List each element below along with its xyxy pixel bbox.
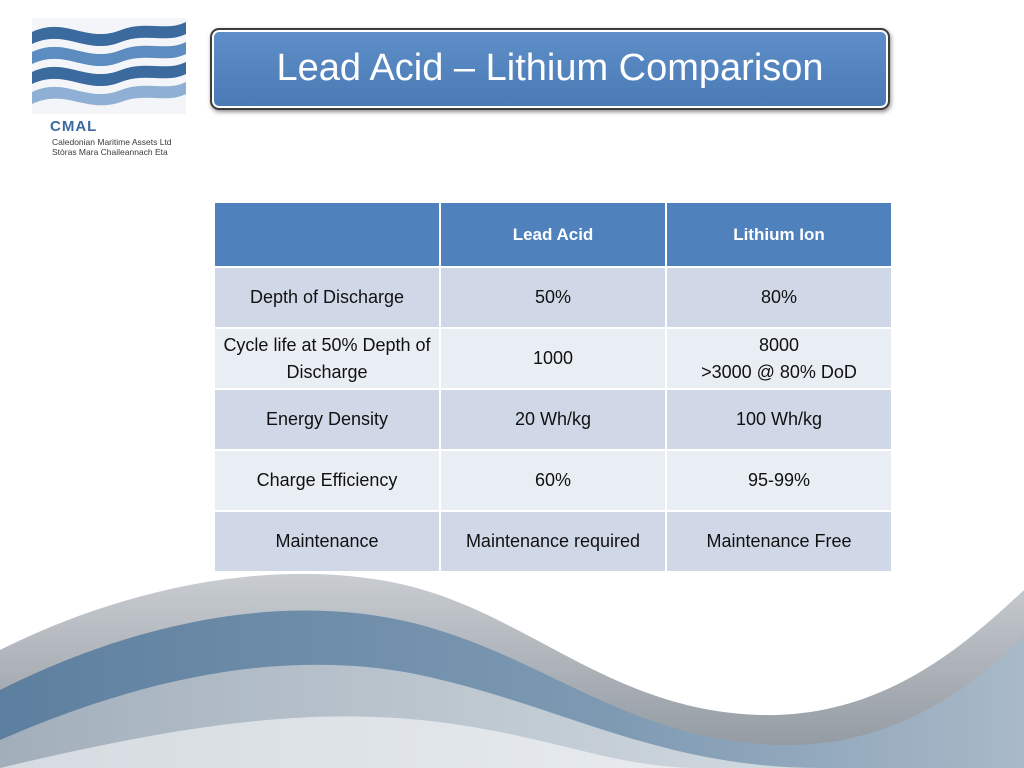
row-label: Depth of Discharge <box>214 267 440 328</box>
table-header-row <box>214 202 892 267</box>
comparison-table <box>213 201 893 573</box>
row-label: Maintenance <box>214 511 440 572</box>
table-row <box>214 450 892 511</box>
lead-acid-value: 1000 <box>440 328 666 389</box>
lead-acid-value: 50% <box>440 267 666 328</box>
lithium-ion-value <box>666 328 892 389</box>
logo-subtitle-gaelic: Stòras Mara Chaileannach Eta <box>52 147 168 157</box>
lithium-ion-line: Maintenance Free <box>706 531 852 551</box>
bottom-waves-decoration <box>0 540 1024 768</box>
logo-subtitle-english: Caledonian Maritime Assets Ltd <box>52 137 172 147</box>
lithium-ion-value <box>666 389 892 450</box>
title-banner <box>210 28 890 110</box>
slide-title: Lead Acid – Lithium Comparison <box>276 46 824 89</box>
lithium-ion-value <box>666 450 892 511</box>
lithium-ion-line: 80% <box>760 287 798 307</box>
table-row <box>214 267 892 328</box>
row-label: Energy Density <box>214 389 440 450</box>
lithium-ion-line: 95-99% <box>747 470 811 490</box>
wave-logo-icon <box>6 14 206 154</box>
lithium-ion-line: 8000 <box>758 334 800 355</box>
lithium-ion-line: 100 Wh/kg <box>735 409 823 429</box>
row-label: Charge Efficiency <box>214 450 440 511</box>
lithium-ion-line: >3000 @ 80% DoD <box>701 361 857 382</box>
logo-name: CMAL <box>50 118 98 135</box>
header-lead-acid: Lead Acid <box>440 202 666 267</box>
row-label: Cycle life at 50% Depth of Discharge <box>214 328 440 389</box>
lithium-ion-value <box>666 267 892 328</box>
table-row <box>214 389 892 450</box>
lead-acid-value: Maintenance required <box>440 511 666 572</box>
lead-acid-value: 20 Wh/kg <box>440 389 666 450</box>
lead-acid-value: 60% <box>440 450 666 511</box>
header-empty-cell <box>214 202 440 267</box>
header-lithium-ion: Lithium Ion <box>666 202 892 267</box>
table-row <box>214 328 892 389</box>
cmal-logo <box>6 14 206 157</box>
